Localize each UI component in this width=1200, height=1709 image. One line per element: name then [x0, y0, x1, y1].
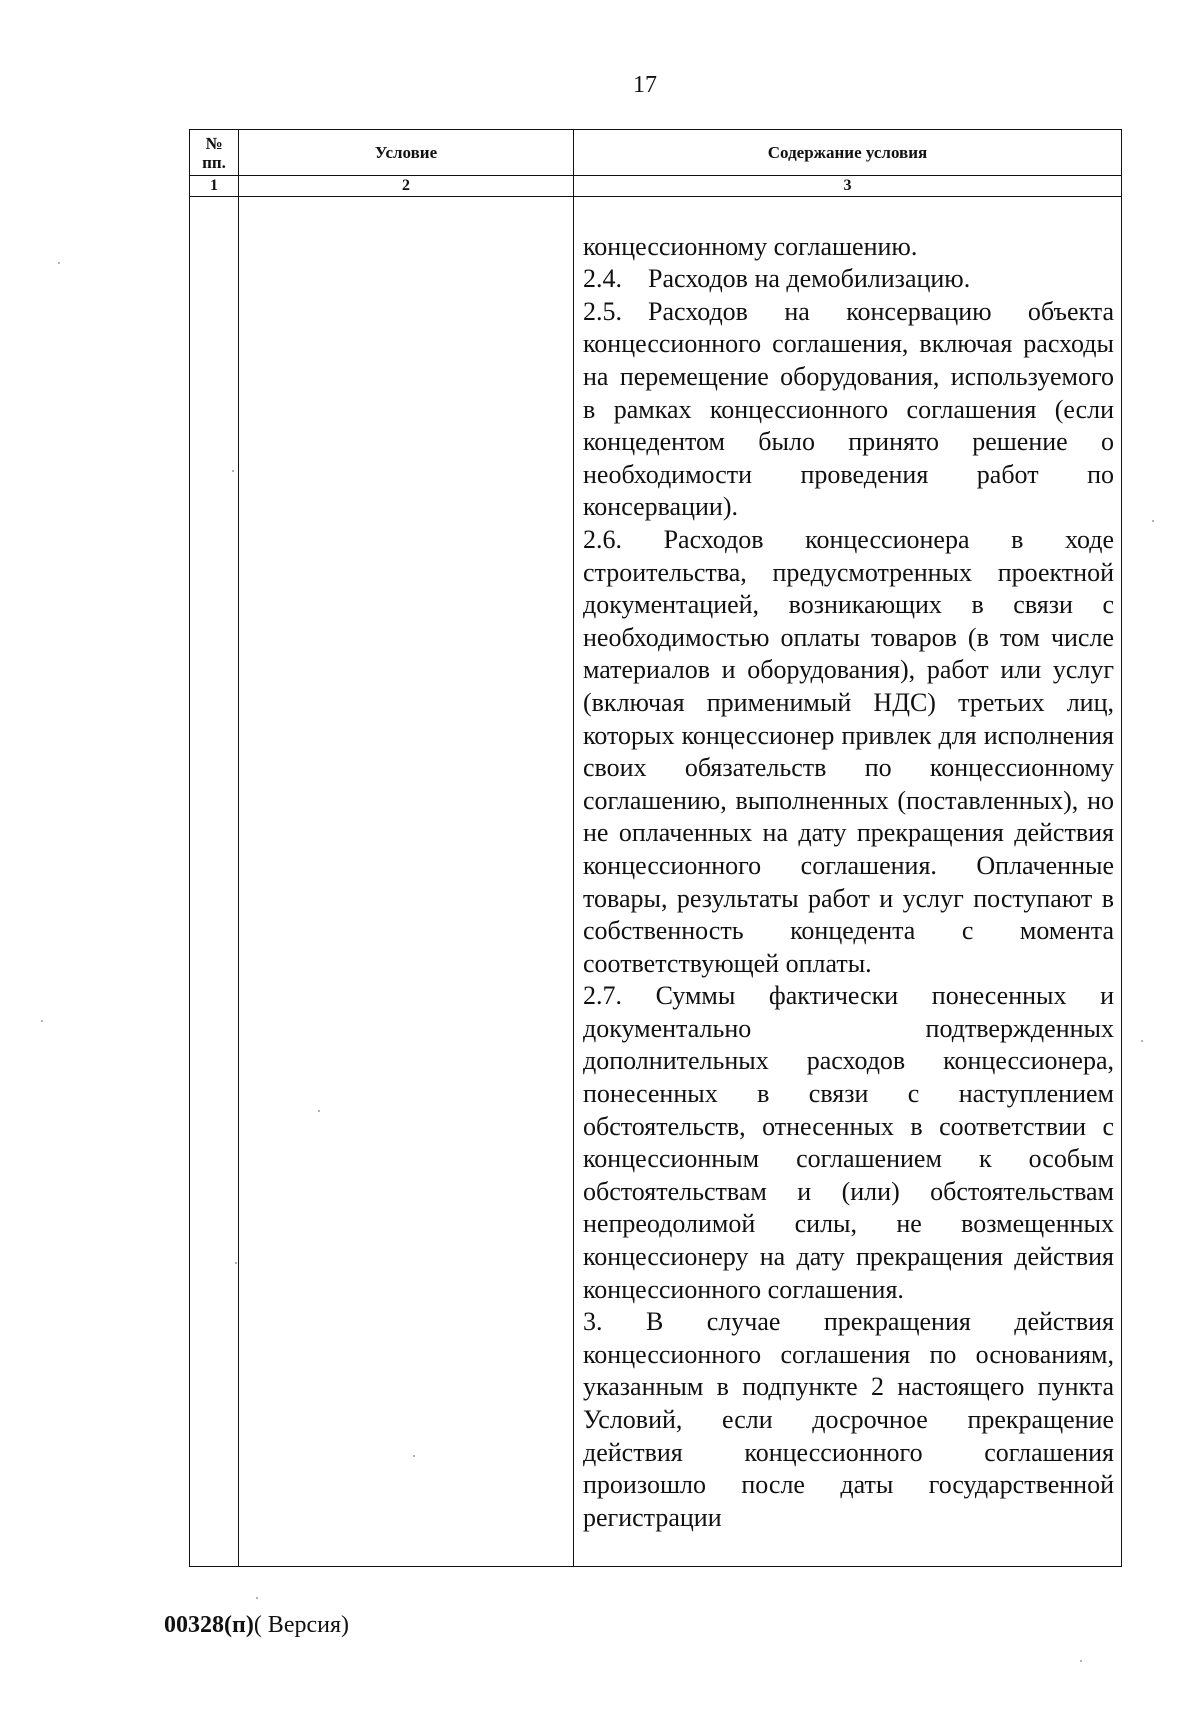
paragraph-2-5: 2.5. Расходов на консервацию объекта концессионного соглашения, включая расходы на перемещение оборудования, используемого в рамках концессионного соглашения (если концедентом было принято решение о необходимости проведения работ по консервации). [583, 296, 1114, 522]
page-number: 17 [633, 72, 657, 98]
document-code-number: 00328(п) [164, 1612, 254, 1638]
column-number-row [190, 176, 1122, 197]
paragraph-2-4: 2.4. Расходов на демобилизацию. [583, 264, 971, 294]
condition-content-text [574, 229, 1121, 1535]
document-version: ( Версия) [253, 1612, 349, 1638]
header-number: № пп. [190, 130, 239, 176]
table-row [190, 197, 1122, 1567]
document-code [164, 1612, 349, 1639]
cell-number [190, 197, 239, 1567]
paragraph-3: 3. В случае прекращения действия концессионного соглашения по основаниям, указанным в подпункте 2 настоящего пункта Условий, если досрочное прекращение действия концессионного соглашения произошло после даты государственной регистрации [583, 1307, 1114, 1532]
header-condition-content: Содержание условия [574, 130, 1122, 176]
cell-condition-content [574, 197, 1122, 1567]
conditions-table [189, 129, 1122, 1567]
column-number-2: 2 [239, 176, 574, 197]
cell-condition [239, 197, 574, 1567]
column-number-1: 1 [190, 176, 239, 197]
table-header-row [190, 130, 1122, 176]
paragraph-continuation: концессионному соглашению. [583, 231, 918, 261]
paragraph-2-7: 2.7. Суммы фактически понесенных и документально подтвержденных дополнительных расходов концессионера, понесенных в связи с наступлением обстоятельств, отнесенных в соответствии с концессионным соглашением к особым обстоятельствам и (или) обстоятельствам непреодолимой силы, не возмещенных концессионеру на дату прекращения действия концессионного соглашения. [583, 981, 1114, 1304]
column-number-3: 3 [574, 176, 1122, 197]
paragraph-2-6: 2.6. Расходов концессионера в ходе строительства, предусмотренных проектной документацией, возникающих в связи с необходимостью оплаты товаров (в том числе материалов и оборудования), работ или услуг (включая применимый НДС) третьих лиц, которых концессионер привлек для исполнения своих обязательств по концессионному соглашению, выполненных (поставленных), но не оплаченных на дату прекращения действия концессионного соглашения. Оплаченные товары, результаты работ и услуг поступают в собственность концедента с момента соответствующей оплаты. [583, 524, 1114, 978]
header-condition: Условие [239, 130, 574, 176]
